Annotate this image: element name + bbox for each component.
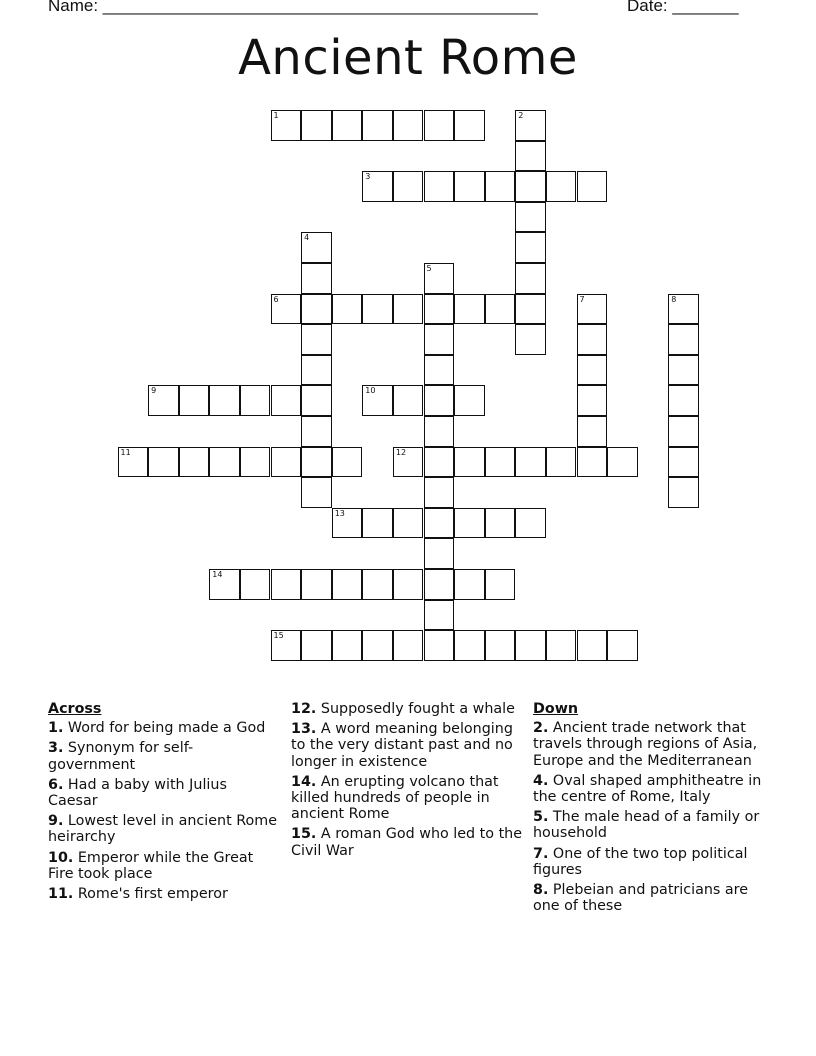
grid-cell[interactable] [485,569,516,600]
clue-item [291,721,527,770]
clue-text: Rome's first emperor [73,886,228,903]
grid-cell[interactable] [485,294,516,325]
clue-number-label: 1. [48,720,64,737]
grid-cell[interactable] [179,385,210,416]
grid-cell[interactable] [424,324,455,355]
grid-cell[interactable] [271,569,302,600]
grid-cell[interactable] [454,569,485,600]
clue-number: 7 [579,294,585,304]
grid-cell[interactable] [577,171,608,202]
clue-text: An erupting volcano that killed hundreds of people in ancient Rome [291,773,499,823]
grid-cell[interactable] [577,630,608,661]
grid-cell[interactable] [393,447,424,478]
clue-number: 11 [120,447,131,457]
clue-number-label: 4. [533,772,549,789]
grid-cell[interactable] [577,416,608,447]
grid-cell[interactable] [271,385,302,416]
grid-cell[interactable] [424,447,455,478]
grid-cell[interactable] [332,294,363,325]
grid-cell[interactable] [301,477,332,508]
clue-item [533,882,771,914]
grid-cell[interactable] [668,416,699,447]
grid-cell[interactable] [424,171,455,202]
grid-cell[interactable] [209,385,240,416]
clue-number-label: 15. [291,826,317,843]
across-clue-list-continued [291,701,527,859]
grid-cell[interactable] [668,447,699,478]
grid-cell[interactable] [454,110,485,141]
grid-cell[interactable] [362,110,393,141]
clue-number: 3 [365,172,371,182]
grid-cell[interactable] [607,630,638,661]
grid-cell[interactable] [301,385,332,416]
clue-text: One of the two top political figures [533,845,748,878]
grid-cell[interactable] [271,630,302,661]
grid-cell[interactable] [515,324,546,355]
grid-cell[interactable] [362,294,393,325]
grid-cell[interactable] [424,508,455,539]
grid-cell[interactable] [515,141,546,172]
clue-item [533,773,771,805]
clue-number-label: 10. [48,849,74,866]
clue-number: 8 [671,294,677,304]
clue-item [533,720,771,769]
clue-text: Lowest level in ancient Rome heirarchy [48,813,278,846]
grid-cell[interactable] [148,447,179,478]
grid-cell[interactable] [424,416,455,447]
grid-cell[interactable] [301,263,332,294]
grid-cell[interactable] [454,508,485,539]
grid-cell[interactable] [332,569,363,600]
clue-number-label: 3. [48,740,64,757]
grid-cell[interactable] [515,294,546,325]
clue-item [48,777,280,809]
clue-number-label: 2. [533,720,549,737]
clue-item [533,846,771,878]
clue-number: 12 [395,447,407,457]
grid-cell[interactable] [362,385,393,416]
grid-cell[interactable] [362,569,393,600]
grid-cell[interactable] [332,447,363,478]
down-clue-list [533,720,771,914]
grid-cell[interactable] [424,630,455,661]
grid-cell[interactable] [454,447,485,478]
grid-cell[interactable] [424,569,455,600]
clue-number-label: 8. [533,882,549,899]
grid-cell[interactable] [118,447,149,478]
clue-item [533,809,771,841]
across-clue-list [48,720,280,902]
clue-number-label: 12. [291,701,317,717]
grid-cell[interactable] [515,232,546,263]
clue-number: 10 [365,386,376,396]
clue-text: Ancient trade network that travels through regions of Asia, Europe and the Mediterranean [533,720,758,769]
grid-cell[interactable] [577,385,608,416]
grid-cell[interactable] [546,171,577,202]
grid-cell[interactable] [668,294,699,325]
clue-number-label: 13. [291,721,317,738]
grid-cell[interactable] [301,630,332,661]
clue-text: Synonym for self-government [48,740,194,773]
clue-number: 6 [273,294,279,304]
clue-text: Emperor while the Great Fire took place [48,849,254,882]
clue-number: 2 [518,111,524,120]
grid-cell[interactable] [393,294,424,325]
clue-text: A word meaning belonging to the very distant past and no longer in existence [291,721,513,770]
grid-cell[interactable] [301,110,332,141]
clue-number: 15 [273,631,284,641]
grid-cell[interactable] [393,508,424,539]
clue-item [48,813,280,845]
grid-cell[interactable] [332,508,363,539]
clue-number: 1 [273,111,279,120]
grid-cell[interactable] [668,385,699,416]
grid-cell[interactable] [240,385,271,416]
clue-item [48,740,280,772]
grid-cell[interactable] [424,600,455,631]
grid-cell[interactable] [668,477,699,508]
clue-number-label: 6. [48,776,64,793]
grid-cell[interactable] [301,355,332,386]
grid-cell[interactable] [546,630,577,661]
grid-cell[interactable] [607,447,638,478]
grid-cell[interactable] [454,171,485,202]
grid-cell[interactable] [424,355,455,386]
grid-cell[interactable] [209,447,240,478]
grid-cell[interactable] [393,385,424,416]
clue-number: 9 [151,386,157,396]
name-field-label: Name: ______________________________________________ [48,0,538,15]
clue-text: Plebeian and patricians are one of these [533,882,749,915]
clue-number-label: 7. [533,845,549,862]
grid-cell[interactable] [424,294,455,325]
grid-cell[interactable] [424,477,455,508]
across-heading: Across [48,701,102,717]
grid-cell[interactable] [424,110,455,141]
grid-cell[interactable] [424,263,455,294]
clue-text: Supposedly fought a whale [316,701,515,717]
grid-cell[interactable] [668,355,699,386]
grid-cell[interactable] [668,324,699,355]
clue-number: 13 [334,508,345,518]
grid-cell[interactable] [515,171,546,202]
grid-cell[interactable] [424,538,455,569]
clue-text: Had a baby with Julius Caesar [48,776,227,810]
clue-item [291,701,527,717]
across-clues-column-2 [291,701,527,863]
grid-cell[interactable] [271,294,302,325]
clue-text: Oval shaped amphitheatre in the centre of Rome, Italy [533,772,762,806]
grid-cell[interactable] [485,447,516,478]
clue-item [291,826,527,858]
grid-cell[interactable] [271,110,302,141]
grid-cell[interactable] [301,416,332,447]
clue-number: 4 [304,233,310,243]
down-heading: Down [533,701,579,717]
date-field-label: Date: _______ [627,0,739,15]
grid-cell[interactable] [362,508,393,539]
clue-number: 14 [212,570,223,579]
clue-item [48,720,280,736]
grid-cell[interactable] [148,385,179,416]
grid-cell[interactable] [240,569,271,600]
grid-cell[interactable] [301,324,332,355]
clue-item [291,774,527,823]
grid-cell[interactable] [301,232,332,263]
grid-cell[interactable] [577,355,608,386]
grid-cell[interactable] [485,171,516,202]
grid-cell[interactable] [515,508,546,539]
clue-number-label: 5. [533,809,549,826]
grid-cell[interactable] [485,508,516,539]
grid-cell[interactable] [332,110,363,141]
grid-cell[interactable] [577,447,608,478]
grid-cell[interactable] [515,202,546,233]
grid-cell[interactable] [209,569,240,600]
grid-cell[interactable] [393,171,424,202]
grid-cell[interactable] [362,171,393,202]
page-title: Ancient Rome [238,30,578,86]
grid-cell[interactable] [515,110,546,141]
grid-cell[interactable] [393,110,424,141]
clue-text: The male head of a family or household [533,809,760,842]
grid-cell[interactable] [393,569,424,600]
grid-cell[interactable] [301,294,332,325]
grid-cell[interactable] [515,447,546,478]
grid-cell[interactable] [546,447,577,478]
clue-number: 5 [426,264,432,273]
clue-number-label: 11. [48,886,74,903]
grid-cell[interactable] [332,630,363,661]
grid-cell[interactable] [301,447,332,478]
clue-text: Word for being made a God [63,720,266,737]
grid-cell[interactable] [240,447,271,478]
grid-cell[interactable] [454,385,485,416]
grid-cell[interactable] [577,294,608,325]
grid-cell[interactable] [515,263,546,294]
clue-number-label: 9. [48,813,64,830]
grid-cell[interactable] [271,447,302,478]
clue-text: A roman God who led to the Civil War [291,826,523,859]
down-clues-column [533,701,771,918]
grid-cell[interactable] [362,630,393,661]
grid-cell[interactable] [424,385,455,416]
clue-number-label: 14. [291,773,317,790]
grid-cell[interactable] [485,630,516,661]
grid-cell[interactable] [454,294,485,325]
clue-item [48,850,280,882]
clue-item [48,886,280,902]
grid-cell[interactable] [301,569,332,600]
grid-cell[interactable] [393,630,424,661]
grid-cell[interactable] [454,630,485,661]
grid-cell[interactable] [179,447,210,478]
grid-cell[interactable] [515,630,546,661]
grid-cell[interactable] [577,324,608,355]
across-clues-column [48,701,280,906]
